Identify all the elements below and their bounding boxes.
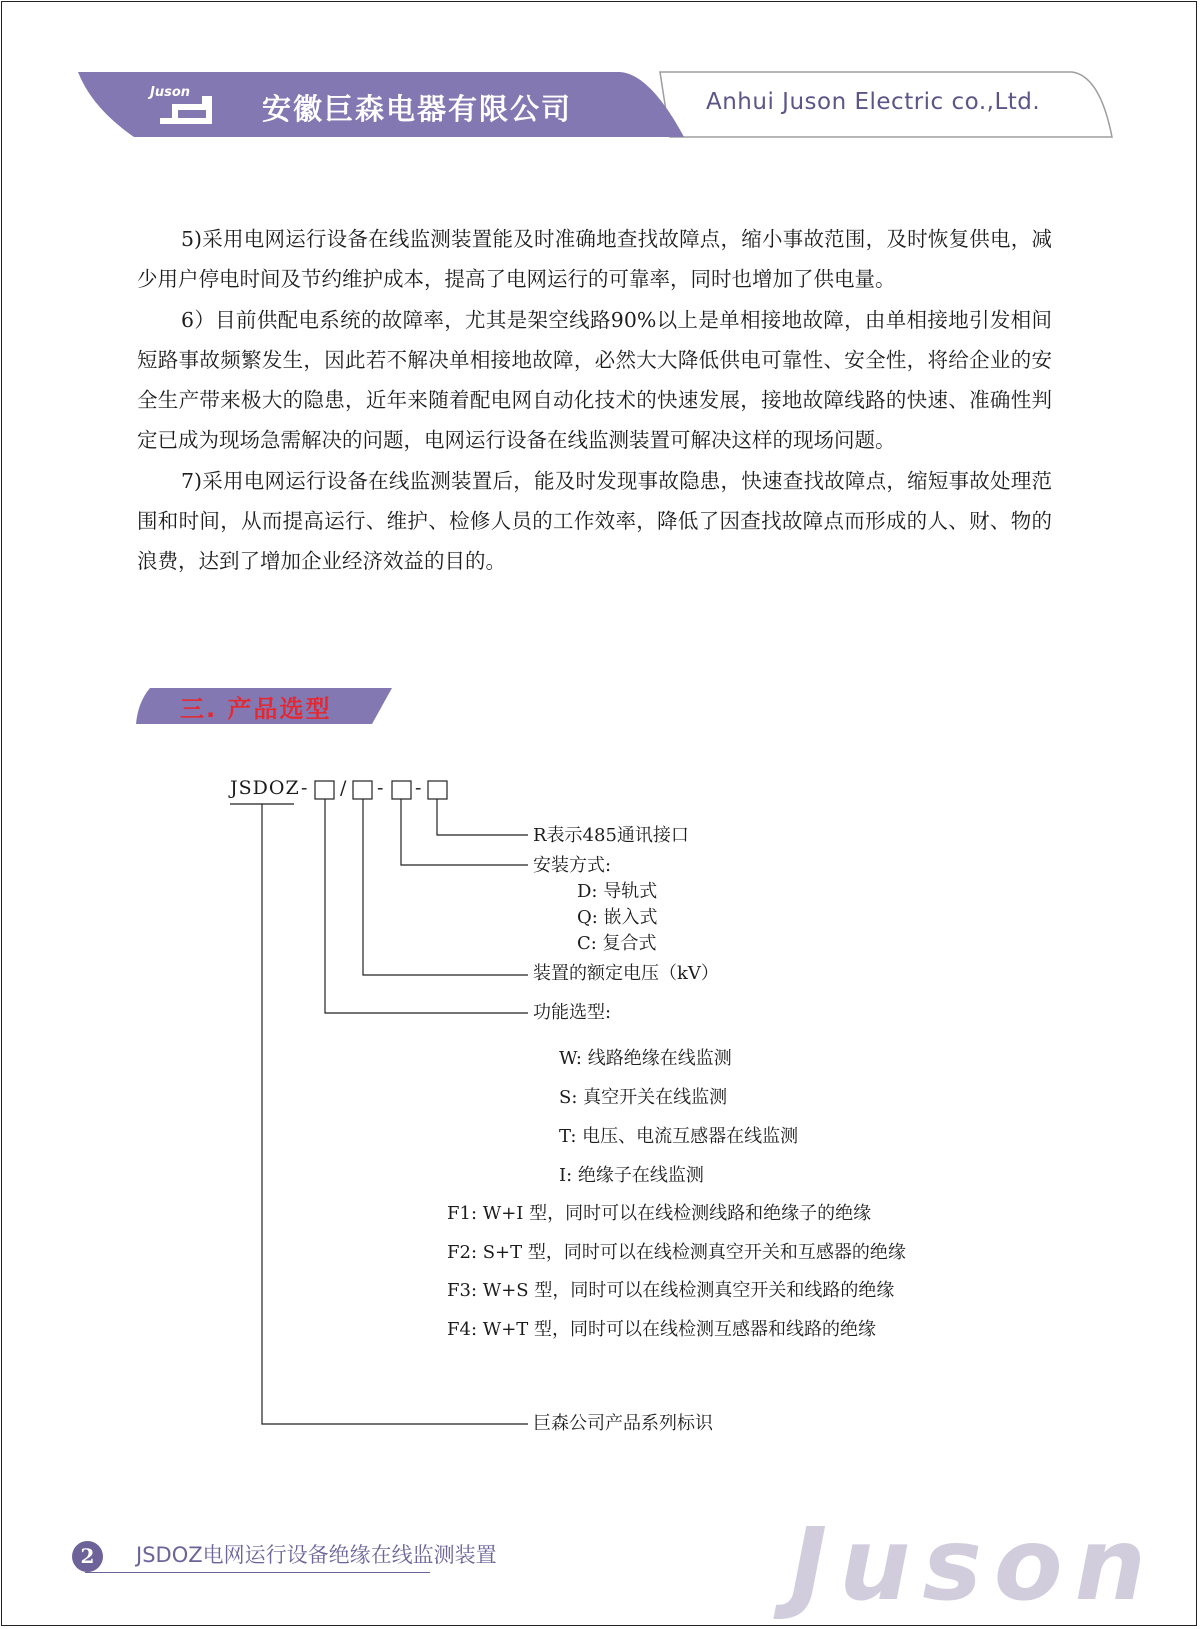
paragraph: 5)采用电网运行设备在线监测装置能及时准确地查找故障点，缩小事故范围，及时恢复供电，减少用户停电时间及节约维护成本，提高了电网运行的可靠率，同时也增加了供电量。 xyxy=(137,227,1052,292)
body-text xyxy=(137,219,1052,582)
series-label: 巨森公司产品系列标识 xyxy=(533,1413,713,1434)
install-option: Q: 嵌入式 xyxy=(577,907,658,928)
combo-option: F4: W+T 型，同时可以在线检测互感器和线路的绝缘 xyxy=(447,1319,877,1340)
function-label: 功能选型: xyxy=(533,1002,612,1023)
paragraph: 6）目前供配电系统的故障率，尤其是架空线路90%以上是单相接地故障，由单相接地引发相间短路事故频繁发生，因此若不解决单相接地故障，必然大大降低供电可靠性、安全性，将给企业的安全生产带来极大的隐患，近年来随着配电网自动化技术的快速发展，接地故障线路的快速、准确性判定已成为现场急需解决的问题，电网运行设备在线监测装置可解决这样的现场问题。 xyxy=(137,307,1052,453)
header-banner xyxy=(0,0,1200,150)
model-code-prefix: JSDOZ xyxy=(230,777,300,799)
function-option: W: 线路绝缘在线监测 xyxy=(559,1048,732,1069)
combo-option: F3: W+S 型，同时可以在线检测真空开关和线路的绝缘 xyxy=(447,1280,895,1301)
install-option: D: 导轨式 xyxy=(577,881,658,902)
r-interface-label: R表示485通讯接口 xyxy=(533,825,689,846)
rated-voltage-label: 装置的额定电压（kV） xyxy=(533,963,719,984)
model-code-separator: / xyxy=(340,777,348,799)
paragraph: 7)采用电网运行设备在线监测装置后，能及时发现事故隐患，快速查找故障点，缩短事故处理范围和时间，从而提高运行、维护、检修人员的工作效率，降低了因查找故障点而形成的人、财、物的浪费，达到了增加企业经济效益的目的。 xyxy=(137,468,1052,574)
page-number: 2 xyxy=(72,1541,103,1572)
combo-option: F2: S+T 型，同时可以在线检测真空开关和互感器的绝缘 xyxy=(447,1242,906,1263)
function-option: I: 绝缘子在线监测 xyxy=(559,1165,704,1186)
section-title: 三. 产品选型 xyxy=(180,695,332,723)
model-code-separator: - xyxy=(377,777,385,799)
function-option: S: 真空开关在线监测 xyxy=(559,1087,728,1108)
model-code-separator: - xyxy=(301,777,309,799)
combo-option: F1: W+I 型，同时可以在线检测线路和绝缘子的绝缘 xyxy=(447,1203,872,1224)
company-name-en: Anhui Juson Electric co.,Ltd. xyxy=(706,89,1041,115)
footer-title: JSDOZ电网运行设备绝缘在线监测装置 xyxy=(136,1543,497,1567)
model-code-separator: - xyxy=(415,777,423,799)
install-option: C: 复合式 xyxy=(577,933,657,954)
watermark-logo: Juson xyxy=(790,1506,1158,1623)
install-method-label: 安装方式: xyxy=(533,855,612,876)
function-option: T: 电压、电流互感器在线监测 xyxy=(559,1126,799,1147)
company-name-cn: 安徽巨森电器有限公司 xyxy=(262,92,573,126)
logo-text: Juson xyxy=(150,85,191,100)
footer-divider xyxy=(85,1572,430,1573)
